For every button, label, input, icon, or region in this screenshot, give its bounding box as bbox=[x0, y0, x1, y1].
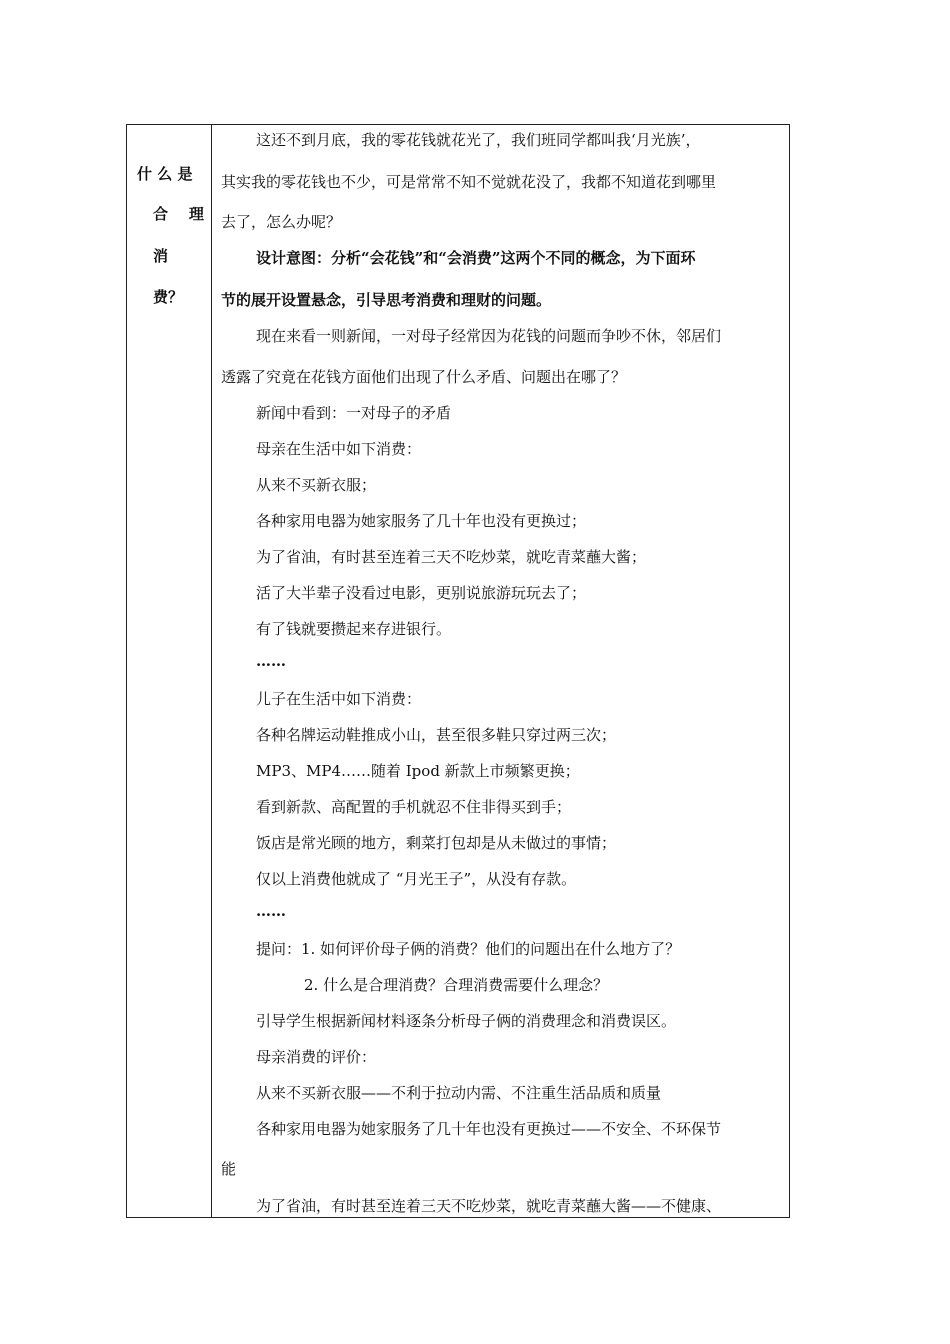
evaluation-line: 各种家用电器为她家服务了几十年也没有更换过——不安全、不环保节 bbox=[256, 1120, 722, 1138]
list-line: 为了省油，有时甚至连着三天不吃炒菜，就吃青菜蘸大酱； bbox=[256, 548, 647, 566]
design-intent-line: 设计意图：分析“会花钱”和“会消费”这两个不同的概念，为下面环 bbox=[256, 249, 696, 267]
section-heading-line: 费？ bbox=[153, 288, 184, 306]
paragraph-line: 这还不到月底，我的零花钱就花光了，我们班同学都叫我‘月光族’， bbox=[256, 131, 701, 149]
list-line: 各种家用电器为她家服务了几十年也没有更换过； bbox=[256, 512, 587, 530]
section-heading-line: 什 么 是 bbox=[137, 165, 193, 183]
paragraph-line: 新闻中看到：一对母子的矛盾 bbox=[256, 404, 452, 422]
list-line: 看到新款、高配置的手机就忍不住非得买到手； bbox=[256, 798, 572, 816]
paragraph-line: 儿子在生活中如下消费： bbox=[256, 690, 422, 708]
paragraph-line: 去了，怎么办呢？ bbox=[221, 213, 342, 231]
evaluation-line: 为了省油，有时甚至连着三天不吃炒菜，就吃青菜蘸大酱——不健康、 bbox=[256, 1197, 722, 1215]
section-heading-line: 合 理 bbox=[153, 205, 204, 223]
paragraph-line: 引导学生根据新闻材料逐条分析母子俩的消费理念和消费误区。 bbox=[256, 1012, 677, 1030]
question-line: 提问：1. 如何评价母子俩的消费？他们的问题出在什么地方了？ bbox=[256, 940, 681, 958]
evaluation-line: 从来不买新衣服——不利于拉动内需、不注重生活品质和质量 bbox=[256, 1084, 662, 1102]
paragraph-line: 其实我的零花钱也不少，可是常常不知不觉就花没了，我都不知道花到哪里 bbox=[221, 173, 717, 191]
list-line: 仅以上消费他就成了 “月光王子”，从没有存款。 bbox=[256, 870, 577, 888]
list-line: 饭店是常光顾的地方，剩菜打包却是从未做过的事情； bbox=[256, 834, 617, 852]
list-line: 有了钱就要攒起来存进银行。 bbox=[256, 620, 452, 638]
design-intent-line: 节的展开设置悬念，引导思考消费和理财的问题。 bbox=[221, 291, 552, 309]
ellipsis-line: …… bbox=[256, 652, 286, 670]
section-heading-line: 消 bbox=[153, 247, 169, 265]
lesson-table bbox=[126, 124, 790, 1218]
list-line: MP3、MP4……随着 Ipod 新款上市频繁更换； bbox=[256, 762, 580, 780]
paragraph-line: 现在来看一则新闻，一对母子经常因为花钱的问题而争吵不休，邻居们 bbox=[256, 327, 722, 345]
paragraph-line: 透露了究竟在花钱方面他们出现了什么矛盾、问题出在哪了？ bbox=[221, 368, 627, 386]
list-line: 活了大半辈子没看过电影，更别说旅游玩玩去了； bbox=[256, 584, 587, 602]
evaluation-line: 能 bbox=[221, 1160, 237, 1178]
paragraph-line: 母亲在生活中如下消费： bbox=[256, 440, 422, 458]
question-line: 2. 什么是合理消费？合理消费需要什么理念？ bbox=[304, 976, 609, 994]
list-line: 从来不买新衣服； bbox=[256, 476, 377, 494]
paragraph-line: 母亲消费的评价： bbox=[256, 1048, 377, 1066]
list-line: 各种名牌运动鞋推成小山，甚至很多鞋只穿过两三次； bbox=[256, 726, 617, 744]
ellipsis-line: …… bbox=[256, 902, 286, 920]
